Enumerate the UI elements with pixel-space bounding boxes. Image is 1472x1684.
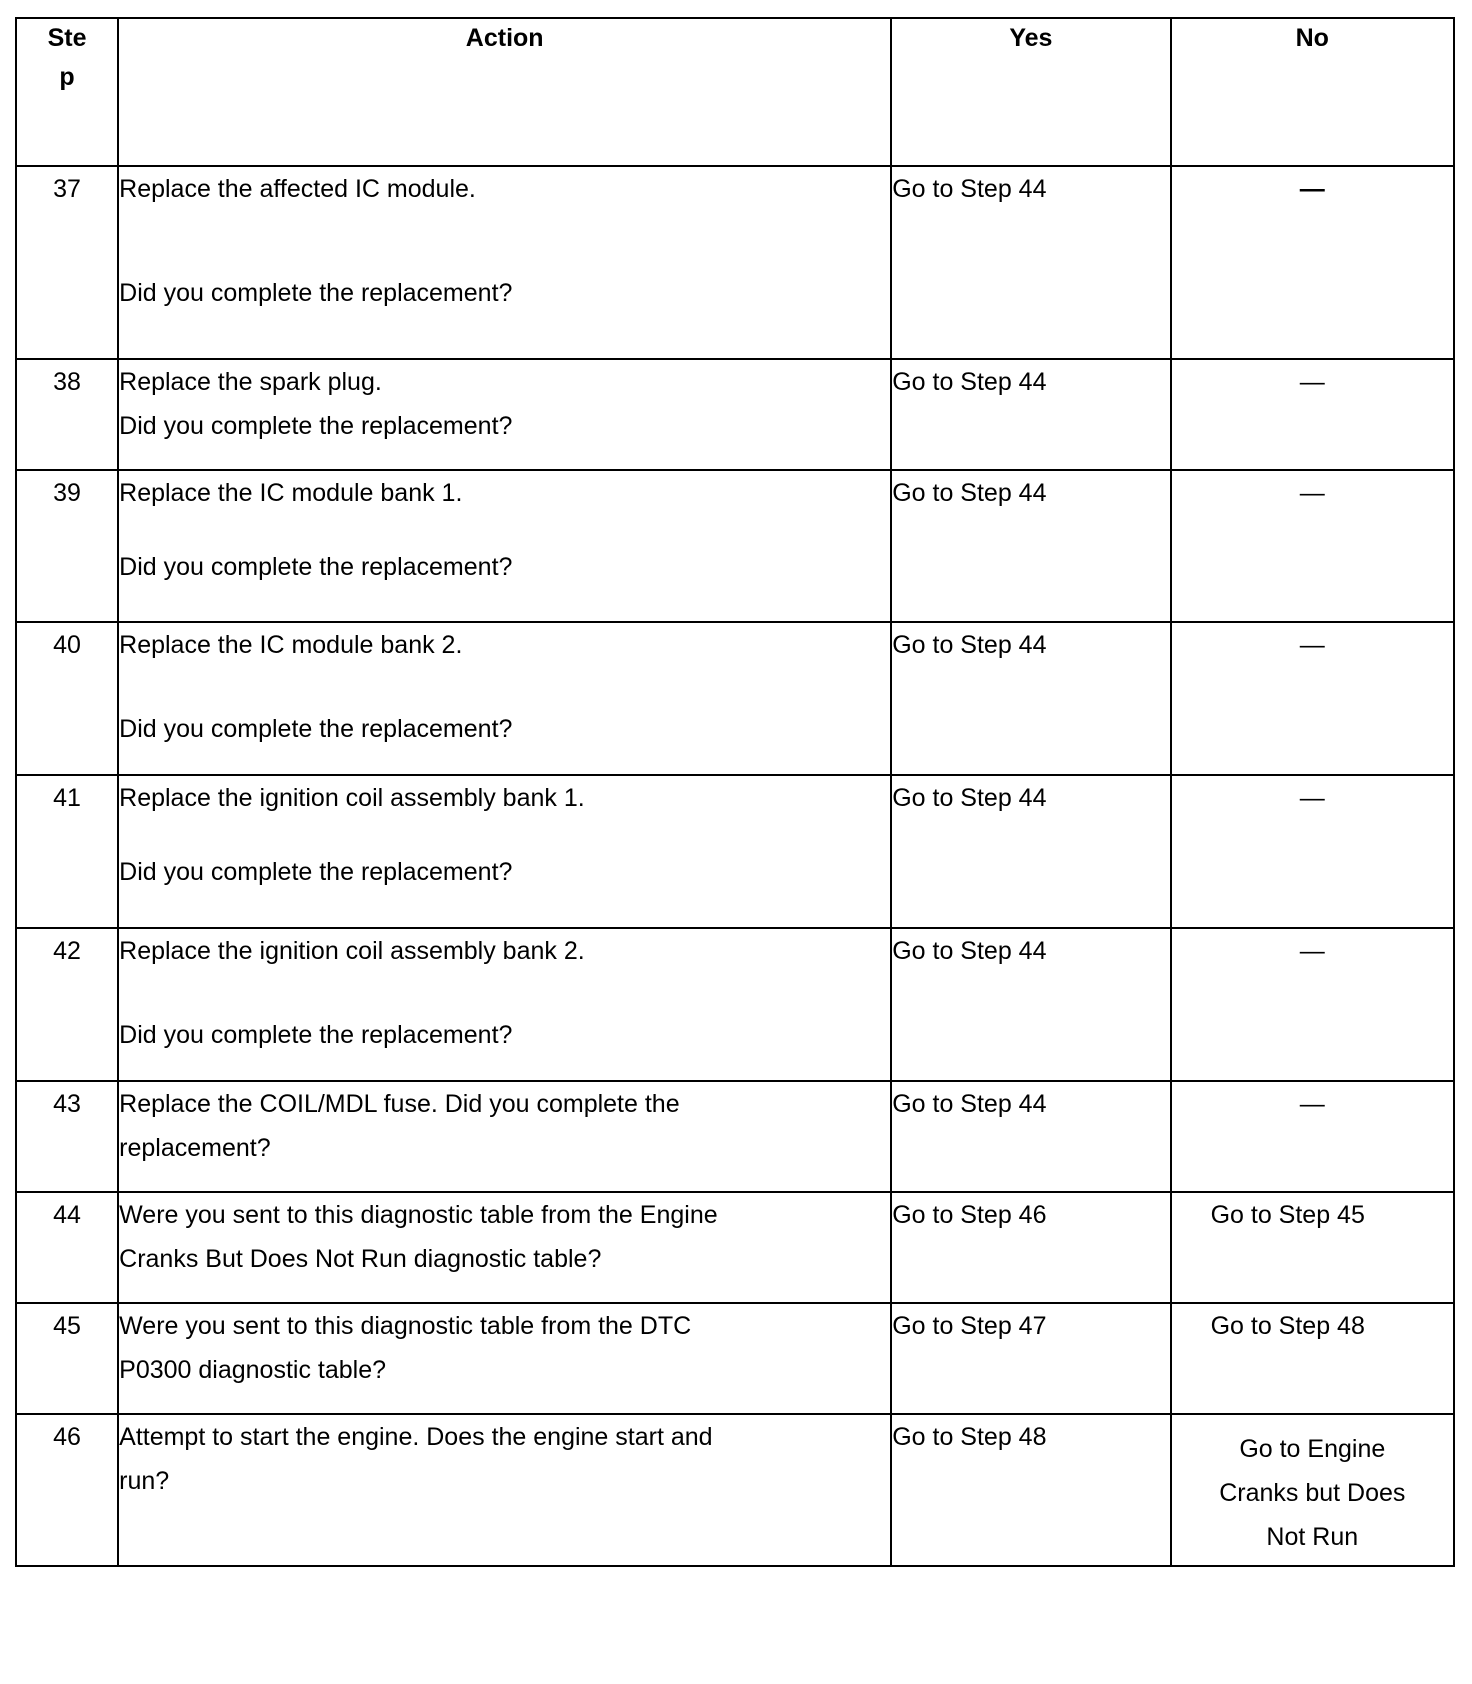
no-cell: — [1171, 775, 1454, 928]
action-line: Did you complete the replacement? [119, 858, 513, 886]
action-line: Attempt to start the engine. Does the engine start and [119, 1423, 713, 1451]
table-row [16, 622, 1454, 775]
no-cell: — [1171, 359, 1454, 470]
header-no: No [1171, 18, 1454, 166]
yes-cell: Go to Step 44 [891, 622, 1170, 775]
action-cell [118, 1303, 891, 1414]
action-line: Did you complete the replacement? [119, 1021, 513, 1049]
no-cell: Go to Step 48 [1171, 1303, 1454, 1414]
action-line: Did you complete the replacement? [119, 715, 513, 743]
yes-cell: Go to Step 44 [891, 359, 1170, 470]
step-number: 40 [16, 622, 118, 775]
action-cell [118, 928, 891, 1081]
action-line: Were you sent to this diagnostic table from the Engine [119, 1201, 718, 1229]
no-cell: — [1171, 166, 1454, 359]
yes-cell: Go to Step 44 [891, 470, 1170, 622]
action-line: Replace the IC module bank 1. [119, 479, 463, 507]
action-cell [118, 166, 891, 359]
table-row [16, 470, 1454, 622]
no-cell: — [1171, 622, 1454, 775]
action-line: Replace the ignition coil assembly bank 2. [119, 937, 585, 965]
no-cell: — [1171, 1081, 1454, 1192]
table-row [16, 359, 1454, 470]
step-number: 42 [16, 928, 118, 1081]
step-number: 41 [16, 775, 118, 928]
header-yes: Yes [891, 18, 1170, 166]
yes-cell: Go to Step 48 [891, 1414, 1170, 1566]
step-number: 46 [16, 1414, 118, 1566]
table-row [16, 775, 1454, 928]
table-row [16, 166, 1454, 359]
action-line: Replace the spark plug. [119, 368, 382, 396]
action-cell [118, 1192, 891, 1303]
no-line: Go to Engine [1239, 1435, 1386, 1463]
no-cell [1171, 1414, 1454, 1566]
table-row [16, 1414, 1454, 1566]
yes-cell: Go to Step 47 [891, 1303, 1170, 1414]
action-line: run? [119, 1467, 170, 1495]
action-line: Cranks But Does Not Run diagnostic table? [119, 1245, 602, 1273]
action-line: Replace the ignition coil assembly bank 1. [119, 784, 585, 812]
table-header-row [16, 18, 1454, 166]
action-cell [118, 359, 891, 470]
action-cell [118, 1081, 891, 1192]
no-cell: — [1171, 928, 1454, 1081]
table-row [16, 928, 1454, 1081]
step-number: 43 [16, 1081, 118, 1192]
no-line: Not Run [1266, 1523, 1359, 1551]
action-cell [118, 470, 891, 622]
action-line: Replace the affected IC module. [119, 175, 476, 203]
diagnostic-table [15, 17, 1455, 1567]
step-number: 38 [16, 359, 118, 470]
step-number: 45 [16, 1303, 118, 1414]
action-line: replacement? [119, 1134, 271, 1162]
action-cell [118, 622, 891, 775]
no-cell: — [1171, 470, 1454, 622]
action-line: P0300 diagnostic table? [119, 1356, 387, 1384]
header-step: Step [16, 18, 118, 166]
yes-cell: Go to Step 46 [891, 1192, 1170, 1303]
table-row [16, 1081, 1454, 1192]
step-number: 39 [16, 470, 118, 622]
step-number: 44 [16, 1192, 118, 1303]
action-line: Replace the IC module bank 2. [119, 631, 463, 659]
action-line: Did you complete the replacement? [119, 279, 513, 307]
yes-cell: Go to Step 44 [891, 775, 1170, 928]
action-cell [118, 775, 891, 928]
yes-cell: Go to Step 44 [891, 1081, 1170, 1192]
action-line: Replace the COIL/MDL fuse. Did you complete the [119, 1090, 680, 1118]
header-action: Action [118, 18, 891, 166]
yes-cell: Go to Step 44 [891, 166, 1170, 359]
action-line: Were you sent to this diagnostic table from the DTC [119, 1312, 692, 1340]
step-number: 37 [16, 166, 118, 359]
no-line: Cranks but Does [1219, 1479, 1406, 1507]
action-line: Did you complete the replacement? [119, 412, 513, 440]
action-cell [118, 1414, 891, 1566]
table-row [16, 1303, 1454, 1414]
no-cell: Go to Step 45 [1171, 1192, 1454, 1303]
action-line: Did you complete the replacement? [119, 553, 513, 581]
table-row [16, 1192, 1454, 1303]
yes-cell: Go to Step 44 [891, 928, 1170, 1081]
